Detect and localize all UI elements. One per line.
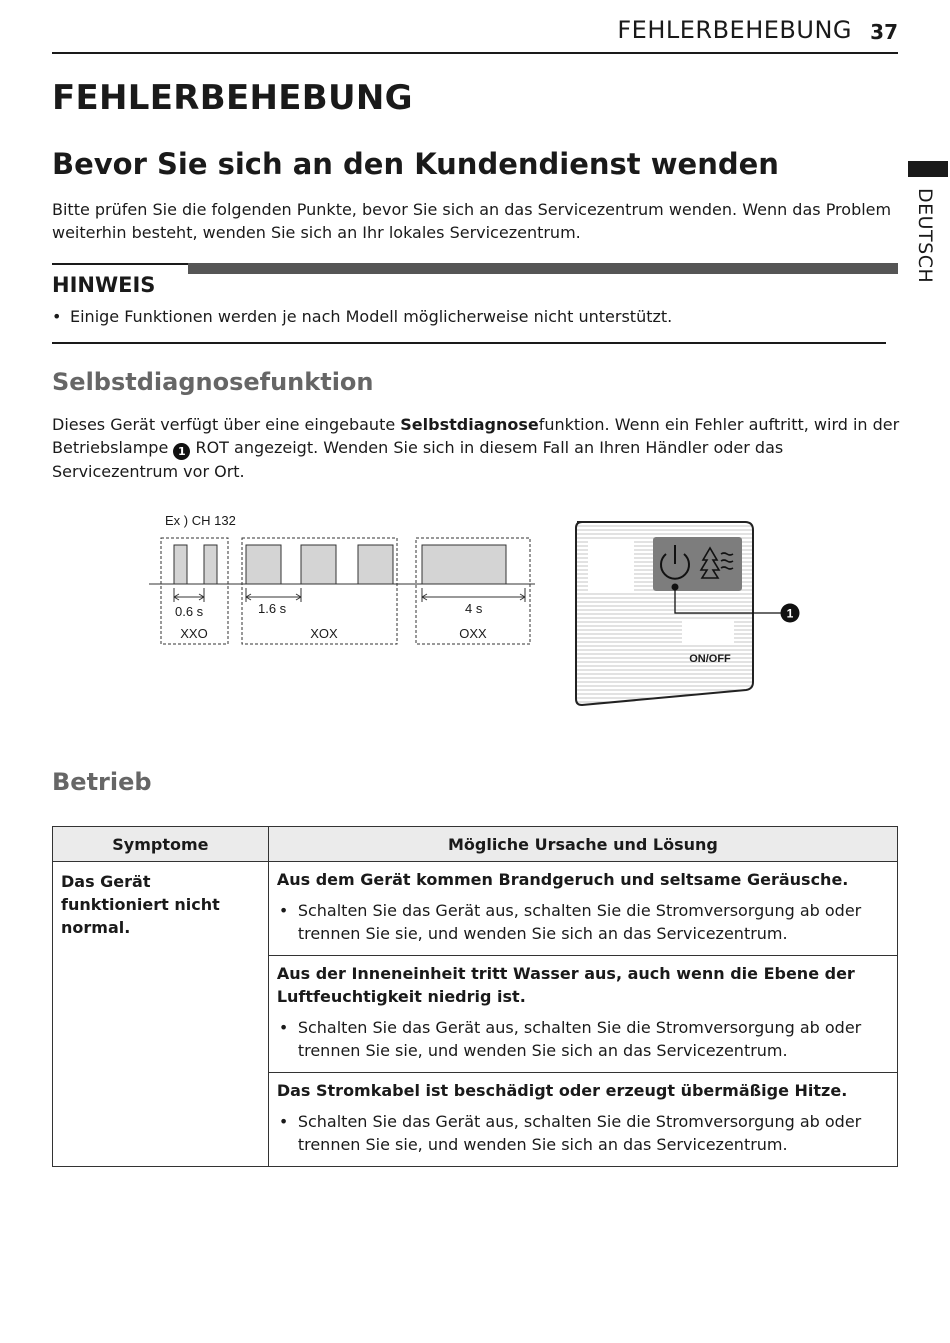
solution-item: • Schalten Sie das Gerät aus, schalten Sie die Stromversorgung ab oder trennen Sie sie, und wenden Sie sich an das Servicezentrum.: [277, 899, 889, 945]
symptom-cell: [53, 862, 269, 1167]
troubleshooting-table: [52, 826, 898, 1167]
code-label-3: OXX: [459, 626, 487, 641]
section-title: Bevor Sie sich an den Kundendienst wenden: [52, 147, 779, 181]
cause-cell: [268, 862, 897, 956]
table-row: [53, 862, 898, 956]
dimension-arrow-3: [422, 588, 525, 602]
cause-cell: [268, 956, 897, 1073]
language-tab-label: DEUTSCH: [914, 188, 936, 284]
page-title: FEHLERBEHEBUNG: [52, 78, 413, 118]
cause-title: Das Stromkabel ist beschädigt oder erzeugt übermäßige Hitze.: [276, 1081, 848, 1100]
intro-paragraph: Bitte prüfen Sie die folgenden Punkte, bevor Sie sich an das Servicezentrum wenden. Wenn das Problem weiterhin besteht, wenden Sie sich an Ihr lokales Servicezentrum.: [52, 200, 892, 242]
diagram-example-label: Ex ) CH 132: [165, 513, 236, 528]
solution-item: • Schalten Sie das Gerät aus, schalten Sie die Stromversorgung ab oder trennen Sie sie, und wenden Sie sich an das Servicezentrum.: [277, 1110, 889, 1156]
on-off-label: ON/OFF: [689, 653, 731, 665]
pulse-short: [174, 545, 187, 584]
control-panel-illustration: [570, 517, 810, 712]
header-rule: [52, 52, 898, 54]
pulse-short: [204, 545, 217, 584]
self-diagnosis-bold: Selbstdiagnose: [400, 415, 539, 434]
marker-1-icon: 1: [173, 443, 190, 460]
self-diagnosis-text-3: ROT angezeigt. Wenden Sie sich in diesem Fall an Ihren Händler oder das Servicezentrum vor Ort.: [52, 438, 784, 481]
panel-display-area: [588, 539, 634, 591]
cause-cell: [268, 1073, 897, 1167]
panel-label-area: [682, 619, 734, 643]
language-tab-marker: [908, 161, 948, 177]
blink-timing-diagram: [145, 508, 540, 653]
cause-title: Aus dem Gerät kommen Brandgeruch und seltsame Geräusche.: [276, 870, 849, 889]
button-cluster: [653, 537, 742, 591]
column-header-cause: Mögliche Ursache und Lösung: [268, 827, 897, 862]
code-label-1: XXO: [180, 626, 208, 641]
dimension-arrow-1: [174, 588, 204, 602]
solution-text: Schalten Sie das Gerät aus, schalten Sie die Stromversorgung ab oder trennen Sie sie, und wenden Sie sich an das Servicezentrum.: [297, 1018, 862, 1060]
duration-label-3: 4 s: [465, 601, 483, 616]
column-header-symptom: Symptome: [53, 827, 269, 862]
solution-text: Schalten Sie das Gerät aus, schalten Sie die Stromversorgung ab oder trennen Sie sie, und wenden Sie sich an das Servicezentrum.: [297, 1112, 862, 1154]
note-top-bar: [188, 263, 898, 274]
dimension-arrow-2: [246, 588, 301, 602]
note-item-text: Einige Funktionen werden je nach Modell möglicherweise nicht unterstützt.: [70, 307, 673, 326]
pulse-long: [422, 545, 506, 584]
symptom-text: Das Gerät funktioniert nicht normal.: [61, 872, 220, 937]
pulse-medium: [358, 545, 393, 584]
operation-title: Betrieb: [52, 768, 152, 796]
callout-number: 1: [786, 606, 794, 621]
self-diagnosis-text-2: funktion. Wenn ein Fehler auftritt, wird in der Betriebslampe: [52, 415, 900, 457]
note-top-rule: [52, 263, 188, 265]
page-number: 37: [870, 20, 898, 44]
duration-label-1: 0.6 s: [175, 604, 204, 619]
duration-label-2: 1.6 s: [258, 601, 287, 616]
self-diagnosis-text-1: Dieses Gerät verfügt über eine eingebaute: [52, 415, 401, 434]
note-bottom-rule: [52, 342, 886, 344]
self-diagnosis-title: Selbstdiagnosefunktion: [52, 368, 374, 396]
cause-title: Aus der Inneneinheit tritt Wasser aus, auch wenn die Ebene der Luftfeuchtigkeit niedrig ist.: [276, 964, 855, 1006]
running-header-title: FEHLERBEHEBUNG: [617, 16, 852, 44]
solution-text: Schalten Sie das Gerät aus, schalten Sie die Stromversorgung ab oder trennen Sie sie, und wenden Sie sich an das Servicezentrum.: [297, 901, 862, 943]
code-label-2: XOX: [310, 626, 338, 641]
note-title: HINWEIS: [52, 273, 156, 297]
self-diagnosis-paragraph: [52, 413, 912, 483]
note-item: • Einige Funktionen werden je nach Modell möglicherweise nicht unterstützt.: [52, 307, 673, 326]
table-header-row: [53, 827, 898, 862]
solution-item: • Schalten Sie das Gerät aus, schalten Sie die Stromversorgung ab oder trennen Sie sie, und wenden Sie sich an das Servicezentrum.: [277, 1016, 889, 1062]
pulse-medium: [246, 545, 281, 584]
pulse-medium: [301, 545, 336, 584]
